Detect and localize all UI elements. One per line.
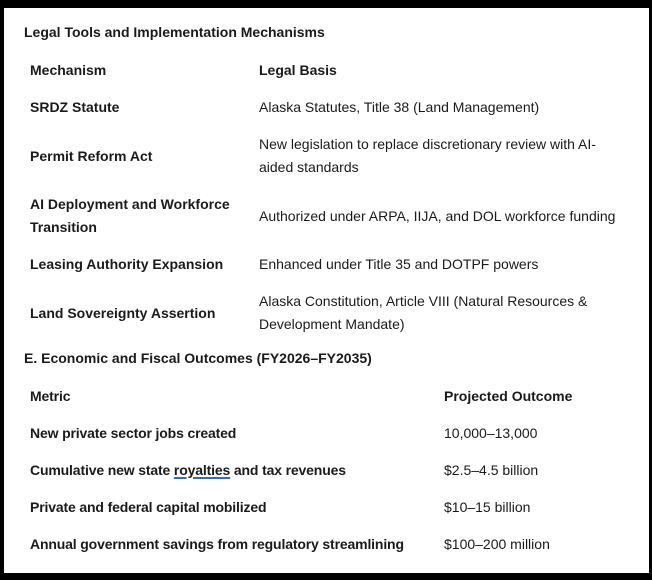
outcome-cell: 10,000–13,000 <box>444 425 538 441</box>
basis-cell: Alaska Constitution, Article VIII (Natural Resources & Development Mandate) <box>259 283 637 343</box>
table-row <box>30 526 634 563</box>
metric-cell: Private and federal capital mobilized <box>30 499 267 515</box>
mechanism-cell <box>30 246 259 283</box>
table-header-row <box>30 378 634 415</box>
metric-text-prefix: Cumulative new state <box>30 462 174 478</box>
metric-cell <box>30 452 444 489</box>
table-header-row <box>30 52 637 89</box>
basis-text: Alaska Constitution, Article VIII (Natural Resources & <box>259 293 588 309</box>
metric-cell: New private sector jobs created <box>30 425 237 441</box>
outcome-cell: $100–200 million <box>444 536 550 552</box>
basis-text: Authorized under ARPA, IIJA, and DOL workforce funding <box>259 207 616 224</box>
table-row <box>30 246 637 283</box>
column-header-mechanism: Mechanism <box>30 62 107 78</box>
table-row <box>30 126 637 186</box>
basis-text: Alaska Statutes, Title 38 (Land Management) <box>259 99 540 115</box>
basis-cell: New legislation to replace discretionary review with AI- aided standards <box>259 126 637 186</box>
section-title-economic-outcomes: E. Economic and Fiscal Outcomes (FY2026–FY2035) <box>24 350 372 366</box>
basis-cell <box>259 89 637 126</box>
mechanism-text: Land Sovereignty Assertion <box>30 304 216 321</box>
table-row <box>30 283 637 343</box>
metric-cell: Annual government savings from regulatory streamlining <box>30 536 404 552</box>
mechanism-text: Leasing Authority Expansion <box>30 256 224 272</box>
table-row <box>30 186 637 246</box>
section-title-legal-tools: Legal Tools and Implementation Mechanisms <box>24 24 325 40</box>
column-header-legal-basis: Legal Basis <box>259 62 337 78</box>
royalties-link[interactable]: royalties <box>173 462 231 478</box>
basis-text: Enhanced under Title 35 and DOTPF powers <box>259 256 539 272</box>
basis-text: New legislation to replace discretionary review with AI- <box>259 136 596 152</box>
table-row <box>30 415 634 452</box>
basis-cell <box>259 246 637 283</box>
mechanism-text: AI Deployment and Workforce <box>30 196 230 212</box>
table-row <box>30 452 634 489</box>
mechanism-cell: AI Deployment and Workforce Transition <box>30 186 259 246</box>
mechanism-cell <box>30 89 259 126</box>
mechanism-text: SRDZ Statute <box>30 99 120 115</box>
table-row <box>30 489 634 526</box>
outcome-cell: $2.5–4.5 billion <box>444 462 539 478</box>
mechanism-text: Permit Reform Act <box>30 147 153 164</box>
mechanism-cell <box>30 283 259 343</box>
basis-cell <box>259 186 637 246</box>
economic-outcomes-table <box>30 378 634 563</box>
mechanism-cell <box>30 126 259 186</box>
column-header-metric: Metric <box>30 388 71 404</box>
outcome-cell: $10–15 billion <box>444 499 531 515</box>
table-row <box>30 89 637 126</box>
legal-tools-table <box>30 52 637 343</box>
column-header-projected-outcome: Projected Outcome <box>444 388 573 404</box>
metric-text-suffix: and tax revenues <box>230 462 346 478</box>
